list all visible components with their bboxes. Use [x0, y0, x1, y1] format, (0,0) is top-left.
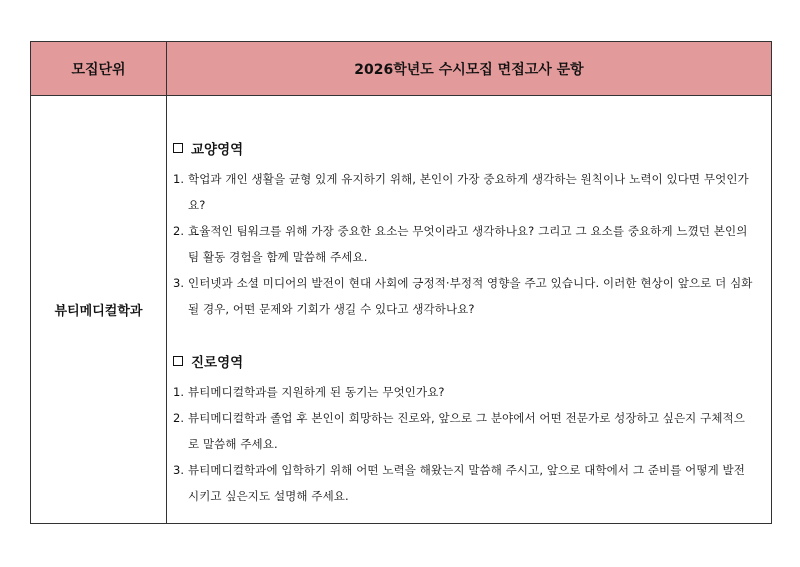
- question-number: 1.: [173, 385, 185, 399]
- unit-cell: [31, 96, 167, 523]
- header-title-label: 2026학년도 수시모집 면접고사 문항: [354, 61, 584, 78]
- question-text: 효율적인 팀워크를 위해 가장 중요한 요소는 무엇이라고 생각하나요? 그리고 그 요소를 중요하게 느꼈던 본인의 팀 활동 경험을 함께 말씀해 주세요.: [188, 224, 748, 264]
- section-title-label: 교양영역: [191, 142, 244, 158]
- section-title-career: [173, 351, 755, 371]
- question-number: 3.: [173, 463, 185, 477]
- header-unit-label: 모집단위: [71, 61, 126, 78]
- question-list-career: [173, 379, 755, 509]
- question-text: 뷰티메디컬학과를 지원하게 된 동기는 무엇인가요?: [188, 385, 445, 399]
- question-item: [173, 166, 755, 218]
- question-item: [173, 457, 755, 509]
- question-item: [173, 405, 755, 457]
- header-title-cell: [167, 42, 771, 96]
- section-title-label: 진로영역: [191, 355, 244, 371]
- question-number: 1.: [173, 172, 185, 186]
- unit-name: 뷰티메디컬학과: [54, 304, 143, 319]
- question-item: [173, 218, 755, 270]
- checkbox-square-icon: [173, 143, 183, 153]
- header-unit-cell: [31, 42, 167, 96]
- question-text: 뷰티메디컬학과에 입학하기 위해 어떤 노력을 해왔는지 말씀해 주시고, 앞으로 대학에서 그 준비를 어떻게 발전시키고 싶은지도 설명해 주세요.: [188, 463, 745, 503]
- checkbox-square-icon: [173, 356, 183, 366]
- question-list-liberal-arts: [173, 166, 755, 322]
- question-item: [173, 379, 755, 405]
- question-number: 2.: [173, 224, 185, 238]
- interview-questions-table: [30, 41, 772, 524]
- section-title-liberal-arts: [173, 138, 755, 158]
- question-item: [173, 270, 755, 322]
- question-number: 3.: [173, 276, 185, 290]
- questions-cell: [167, 96, 771, 523]
- question-text: 인터넷과 소셜 미디어의 발전이 현대 사회에 긍정적·부정적 영향을 주고 있습니다. 이러한 현상이 앞으로 더 심화될 경우, 어떤 문제와 기회가 생길 수 있다고 생각하나요?: [188, 276, 753, 316]
- question-text: 학업과 개인 생활을 균형 있게 유지하기 위해, 본인이 가장 중요하게 생각하는 원칙이나 노력이 있다면 무엇인가요?: [188, 172, 749, 212]
- question-text: 뷰티메디컬학과 졸업 후 본인이 희망하는 진로와, 앞으로 그 분야에서 어떤 전문가로 성장하고 싶은지 구체적으로 말씀해 주세요.: [188, 411, 745, 451]
- question-number: 2.: [173, 411, 185, 425]
